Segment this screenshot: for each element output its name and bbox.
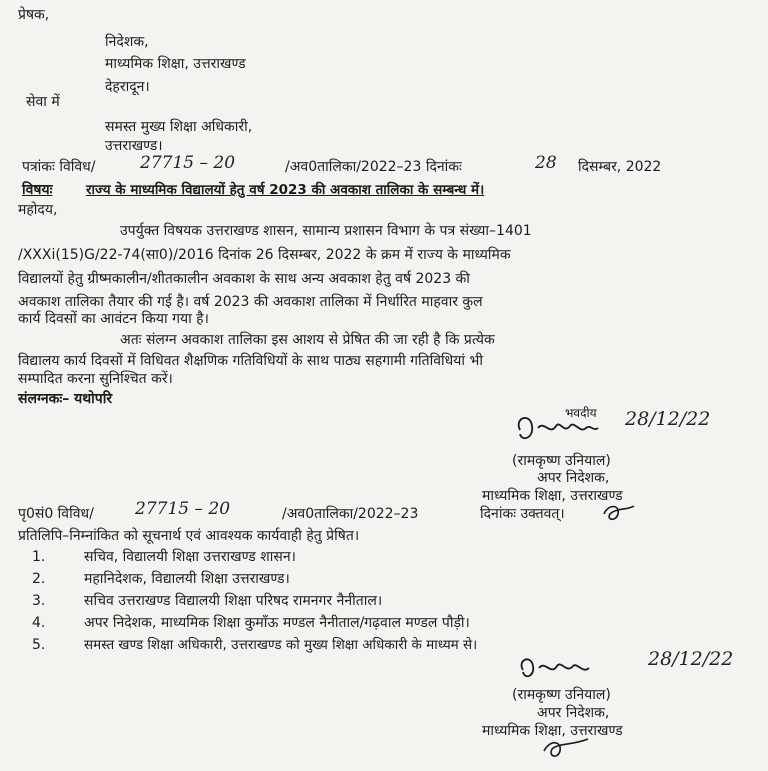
signature1-closing: भवदीय — [565, 406, 597, 420]
reference-month-year: दिसम्बर, 2022 — [578, 159, 662, 175]
initial-mark-1 — [600, 500, 640, 524]
copy-list-num-2: 2. — [32, 571, 46, 587]
signature2-designation: अपर निदेशक, — [537, 705, 610, 721]
copy-list-item-2: महानिदेशक, विद्यालयी शिक्षा उत्तराखण्ड। — [84, 571, 290, 587]
copy-list-num-4: 4. — [32, 615, 46, 631]
recipient-designation: समस्त मुख्य शिक्षा अधिकारी, — [105, 119, 253, 135]
para1-line2: /XXXi(15)G/22-74(सा0)/2016 दिनांक 26 दिसम्बर, 2022 के क्रम में राज्य के माध्यमिक — [18, 247, 511, 263]
sender-city: देहरादून। — [105, 79, 150, 95]
copy-list-item-4: अपर निदेशक, माध्यमिक शिक्षा कुमाँऊ मण्डल नैनीताल/गढ़वाल मण्डल पौड़ी। — [84, 615, 470, 631]
para1-line3: विद्यालयों हेतु ग्रीष्मकालीन/शीतकालीन अवकाश के साथ अन्य अवकाश हेतु वर्ष 2023 की — [18, 271, 470, 287]
copy-list-num-5: 5. — [32, 637, 46, 653]
copy-intro: प्रतिलिपि–निम्नांकित को सूचनार्थ एवं आवश्यक कार्यवाही हेतु प्रेषित। — [18, 528, 360, 544]
reference-day: 28 — [535, 153, 557, 173]
reference-section: /अव0तालिका/2022–23 दिनांकः — [285, 159, 462, 175]
signature1-department: माध्यमिक शिक्षा, उत्तराखण्ड — [482, 488, 623, 504]
copy-reference-number: 27715 – 20 — [135, 499, 231, 519]
copy-list-item-5: समस्त खण्ड शिक्षा अधिकारी, उत्तराखण्ड को मुख्य शिक्षा अधिकारी के माध्यम से। — [84, 637, 478, 653]
para1-line1: उपर्युक्त विषयक उत्तराखण्ड शासन, सामान्य प्रशासन विभाग के पत्र संख्या–1401 — [120, 223, 532, 239]
copy-list-item-1: सचिव, विद्यालयी शिक्षा उत्तराखण्ड शासन। — [84, 549, 296, 565]
para2-line2: विद्यालय कार्य दिवसों में विधिवत शैक्षणिक गतिविधियों के साथ पाठ्य सहगामी गतिविधियां भी — [18, 353, 483, 369]
enclosure-line: संलग्नकः– यथोपरि — [18, 391, 113, 407]
reference-number: 27715 – 20 — [140, 153, 236, 173]
para2-line1: अतः संलग्न अवकाश तालिका इस आशय से प्रेषित की जा रही है कि प्रत्येक — [120, 332, 495, 348]
sender-designation: निदेशक, — [105, 34, 149, 50]
subject-text: राज्य के माध्यमिक विद्यालयों हेतु वर्ष 2023 की अवकाश तालिका के सम्बन्ध में। — [86, 182, 485, 198]
signature1-designation: अपर निदेशक, — [537, 470, 610, 486]
initial-mark-2 — [540, 735, 600, 761]
recipient-label: सेवा में — [26, 94, 60, 110]
copy-reference-label: पृ0सं0 विविध/ — [18, 506, 94, 522]
copy-list-item-3: सचिव उत्तराखण्ड विद्यालयी शिक्षा परिषद रामनगर नैनीताल। — [84, 593, 383, 609]
para1-line4: अवकाश तालिका तैयार की गई है। वर्ष 2023 की अवकाश तालिका में निर्धारित माहवार कुल — [18, 294, 483, 310]
signature2-date: 28/12/22 — [648, 648, 734, 670]
signature2-department: माध्यमिक शिक्षा, उत्तराखण्ड — [482, 723, 623, 739]
signature1-name: (रामकृष्ण उनियाल) — [512, 453, 611, 469]
subject-label: विषयः — [22, 182, 53, 198]
copy-list-num-3: 3. — [32, 593, 46, 609]
sender-department: माध्यमिक शिक्षा, उत्तराखण्ड — [105, 56, 246, 72]
copy-list-num-1: 1. — [32, 549, 46, 565]
sender-label: प्रेषक, — [18, 7, 50, 23]
signature2-mark — [515, 652, 605, 684]
copy-reference-section: /अव0तालिका/2022–23 — [282, 506, 419, 522]
para1-line5: कार्य दिवसों का आवंटन किया गया है। — [18, 311, 209, 327]
copy-reference-date: दिनांकः उक्तवत्। — [480, 506, 565, 522]
signature1-date: 28/12/22 — [625, 408, 711, 430]
patrank-label: पत्रांकः विविध/ — [22, 159, 96, 175]
para2-line3: सम्पादित करना सुनिश्चित करें। — [18, 371, 173, 387]
recipient-state: उत्तराखण्ड। — [105, 138, 163, 154]
salutation: महोदय, — [18, 202, 58, 218]
signature1-mark — [510, 408, 620, 448]
signature2-name: (रामकृष्ण उनियाल) — [512, 687, 611, 703]
